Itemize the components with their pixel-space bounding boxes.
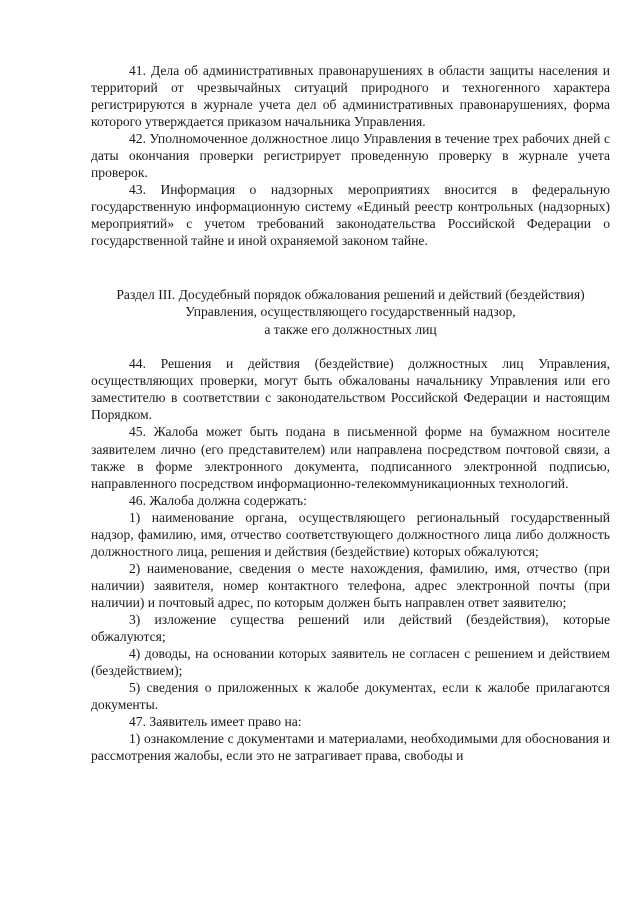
- paragraph-42: 42. Уполномоченное должностное лицо Управления в течение трех рабочих дней с даты окончания проверки регистрирует проведенную проверку в журнале учета проверок.: [91, 131, 610, 181]
- section-heading: [91, 286, 610, 339]
- list-item-46-4: 4) доводы, на основании которых заявитель не согласен с решением и действием (бездействием);: [91, 646, 610, 679]
- list-item-46-5: 5) сведения о приложенных к жалобе документах, если к жалобе прилагаются документы.: [91, 680, 610, 713]
- list-item-46-3: 3) изложение существа решений или действий (бездействия), которые обжалуются;: [91, 612, 610, 645]
- section-heading-line-2: Управления, осуществляющего государственный надзор,: [185, 304, 516, 320]
- paragraph-43: 43. Информация о надзорных мероприятиях вносится в федеральную государственную информационную систему «Единый реестр контрольных (надзорных) мероприятий» с учетом требований законодательства Российской Федерации о государственной тайне и иной охраняемой законом тайне.: [91, 182, 610, 249]
- paragraph-45: 45. Жалоба может быть подана в письменной форме на бумажном носителе заявителем лично (его представителем) или направлена посредством почтовой связи, а также в форме электронного документа, подписанного электронной подписью, направленного посредством информационно-телекоммуникационных технологий.: [91, 424, 610, 491]
- list-item-46-2: 2) наименование, сведения о месте нахождения, фамилию, имя, отчество (при наличии) заявителя, номер контактного телефона, адрес электронной почты (при наличии) и почтовый адрес, по которым должен быть направлен ответ заявителю;: [91, 560, 610, 610]
- paragraph-44: 44. Решения и действия (бездействие) должностных лиц Управления, осуществляющих проверки, могут быть обжалованы начальнику Управления или его заместителю в соответствии с законодательством Российской Федерации и настоящим Порядком.: [91, 356, 610, 423]
- section-heading-line-1: Раздел III. Досудебный порядок обжалования решений и действий (бездействия): [116, 286, 585, 302]
- heading-spacer: [91, 338, 610, 355]
- list-item-46-1: 1) наименование органа, осуществляющего региональный государственный надзор, фамилию, имя, отчество соответствующего должностного лица либо должность должностного лица, решения и действия (бездействие) которых обжалуются;: [91, 509, 610, 559]
- list-item-47-1: 1) ознакомление с документами и материалами, необходимыми для обоснования и рассмотрения жалобы, если это не затрагивает права, свободы и: [91, 731, 610, 764]
- paragraph-47: 47. Заявитель имеет право на:: [129, 714, 302, 730]
- paragraph-41: 41. Дела об административных правонарушениях в области защиты населения и территорий от чрезвычайных ситуаций природного и техногенного характера регистрируются в журнале учета дел об административных правонарушениях, форма которого утверждается приказом начальника Управления.: [91, 63, 610, 130]
- section-heading-line-3: а также его должностных лиц: [264, 321, 437, 337]
- section-spacer: [91, 250, 610, 286]
- paragraph-46: 46. Жалоба должна содержать:: [129, 492, 307, 508]
